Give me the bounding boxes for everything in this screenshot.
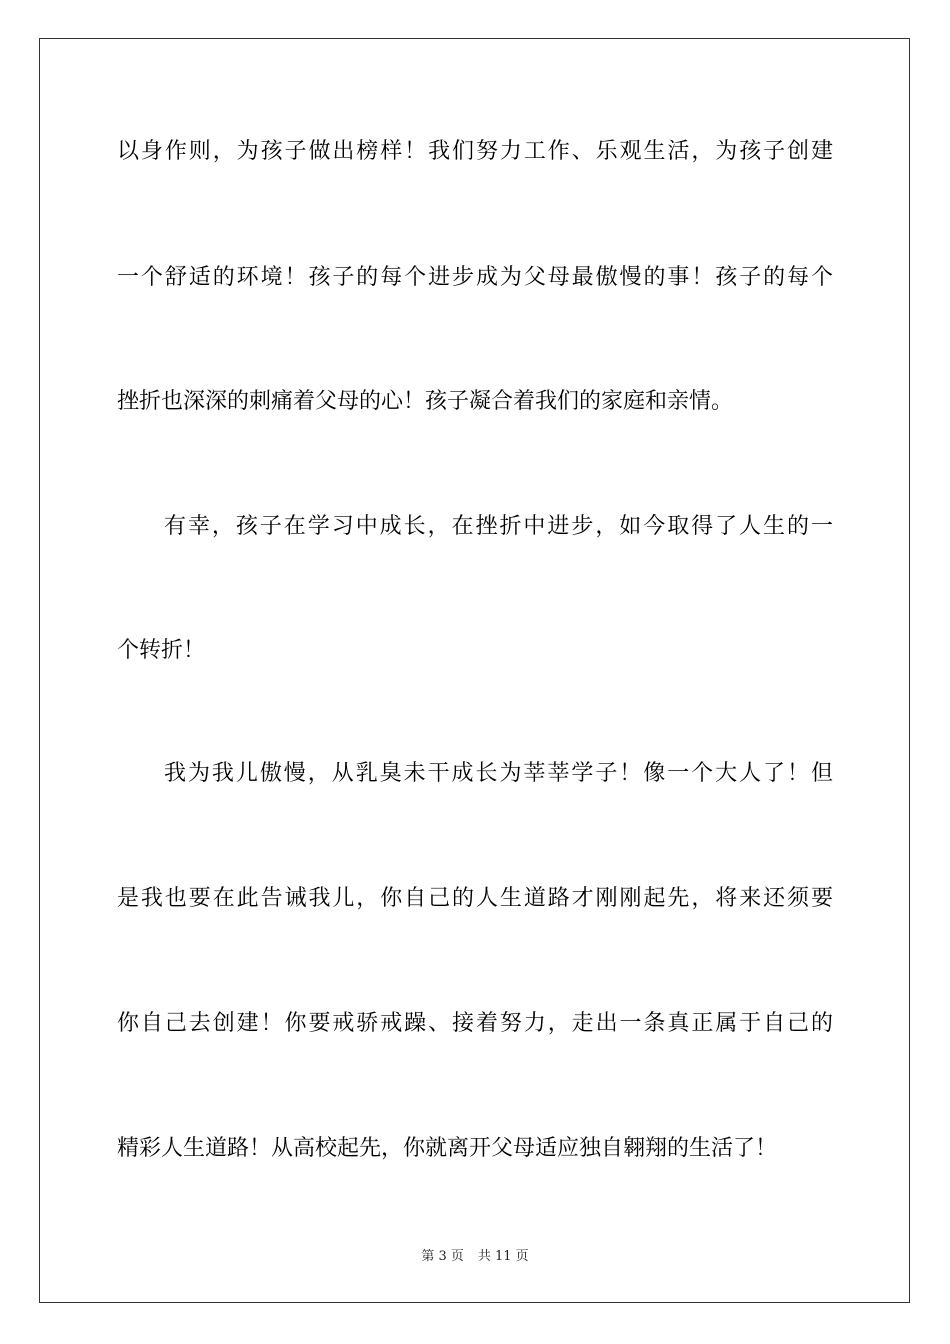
paragraph-3-line-3: 你自己去创建！你要戒骄戒躁、接着努力，走出一条真正属于自己的	[117, 1011, 833, 1036]
paragraph-2-line-1: 有幸，孩子在学习中成长，在挫折中进步，如今取得了人生的一	[164, 514, 833, 539]
paragraph-1-line-1: 以身作则，为孩子做出榜样！我们努力工作、乐观生活，为孩子创建	[117, 139, 833, 164]
page-frame	[39, 38, 910, 1303]
page-total: 共 11 页	[477, 1249, 529, 1264]
paragraph-3-line-4: 精彩人生道路！从高校起先，你就离开父母适应独自翱翔的生活了！	[117, 1136, 778, 1161]
paragraph-3-line-2: 是我也要在此告诫我儿，你自己的人生道路才刚刚起先，将来还须要	[117, 886, 833, 911]
paragraph-1-line-2: 一个舒适的环境！孩子的每个进步成为父母最傲慢的事！孩子的每个	[117, 265, 833, 290]
page-number: 第 3 页	[421, 1249, 464, 1264]
page-footer	[0, 1248, 950, 1266]
paragraph-2-line-2: 个转折！	[117, 638, 206, 663]
paragraph-1-line-3: 挫折也深深的刺痛着父母的心！孩子凝合着我们的家庭和亲情。	[117, 389, 734, 414]
paragraph-3-line-1: 我为我儿傲慢，从乳臭未干成长为莘莘学子！像一个大人了！但	[164, 761, 833, 786]
